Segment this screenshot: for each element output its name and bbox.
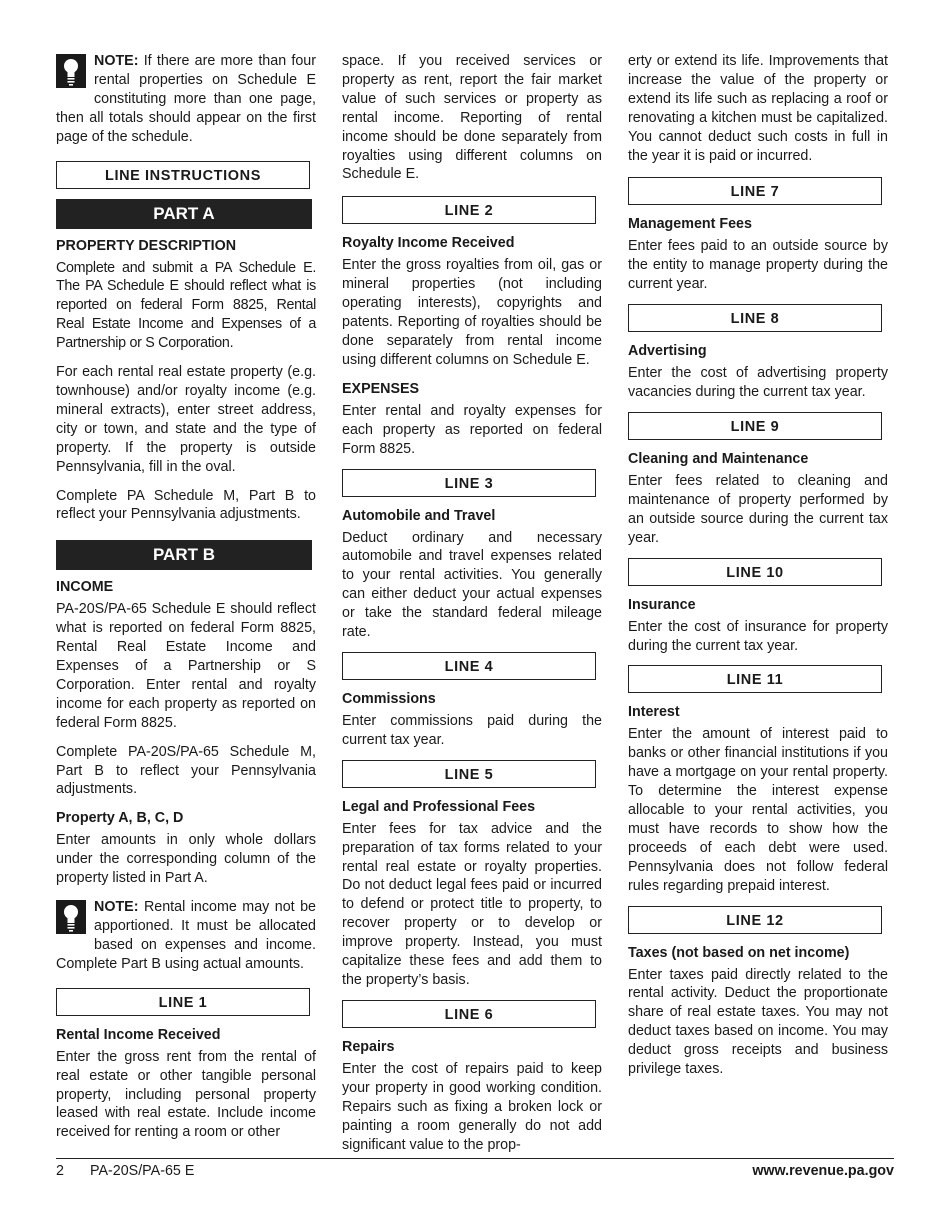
lightbulb-icon	[56, 54, 86, 88]
expenses-heading: EXPENSES	[342, 380, 420, 397]
lightbulb-icon	[56, 900, 86, 934]
line-9-box: LINE 9	[628, 412, 882, 440]
line-4-box: LINE 4	[342, 652, 596, 680]
line-12-text: Enter taxes paid directly related to the rental activity. Deduct the proportionate share of real estate taxes. You may not deduct taxes based on income. You may deduct gross receipts and business privilege taxes.	[628, 966, 888, 1078]
part-a-bar: PART A	[56, 199, 312, 229]
income-p2: Complete PA-20S/PA-65 Schedule M, Part B to reflect your Pennsylvania adjustments.	[56, 743, 316, 798]
line-9-heading: Cleaning and Maintenance	[628, 450, 809, 467]
line-1-heading: Rental Income Received	[56, 1026, 221, 1043]
line-7-box: LINE 7	[628, 177, 882, 205]
line-11-text: Enter the amount of interest paid to banks or other financial institutions if you have a mortgage on your rental property. To determine the interest expense allocable to your rental activities, you must have records to show how the proceeds of each debt were used. Pennsylvania does not follow federal rules regarding prepaid interest.	[628, 726, 888, 894]
property-abcd-text: Enter amounts in only whole dollars under the corresponding column of the property listed in Part A.	[56, 832, 316, 887]
line-10-box: LINE 10	[628, 558, 882, 586]
line-8-box: LINE 8	[628, 304, 882, 332]
line-6-text: Enter the cost of repairs paid to keep your property in good working condition. Repairs such as fixing a broken lock or painting a room generally do not add significant value to the prop-	[342, 1060, 602, 1153]
line-11-heading: Interest	[628, 704, 680, 721]
column-3	[628, 52, 888, 1089]
line-2-box: LINE 2	[342, 196, 596, 224]
line-12-box: LINE 12	[628, 906, 882, 934]
note-label: NOTE:	[94, 53, 139, 69]
note-four-properties	[56, 52, 316, 147]
property-description-heading: PROPERTY DESCRIPTION	[56, 237, 237, 254]
line-3-heading: Automobile and Travel	[342, 507, 496, 524]
note-rental-income	[56, 898, 316, 974]
line-instructions-box: LINE INSTRUCTIONS	[56, 161, 310, 189]
line-5-text: Enter fees for tax advice and the preparation of tax forms related to your rental real estate or royalty properties. Do not deduct legal fees paid or incurred to defend or protect title to property, to recover property or to develop or improve property. Instead, you must capitalize these fees and add them to the property’s basis.	[342, 820, 602, 988]
line-4-heading: Commissions	[342, 690, 436, 707]
line-11-box: LINE 11	[628, 665, 882, 693]
footer-left	[56, 1163, 194, 1179]
column-1	[56, 52, 316, 1152]
note-body: If there are more than four rental properties on Schedule E constituting more than one page, then all totals should appear on the first page of the schedule.	[56, 53, 316, 145]
note-body: Rental income may not be apportioned. It must be allocated based on expenses and income. Complete Part B using actual amounts.	[56, 899, 316, 972]
note-text	[56, 898, 316, 974]
line-2-heading: Royalty Income Received	[342, 235, 515, 252]
expenses-text: Enter rental and royalty expenses for each property as reported on federal Form 8825.	[342, 402, 602, 457]
line-9-text: Enter fees related to cleaning and maintenance of property performed by an outside source during the current tax year.	[628, 472, 888, 546]
line-3-box: LINE 3	[342, 469, 596, 497]
property-description-p2: For each rental real estate property (e.g. townhouse) and/or royalty income (e.g. mineral extracts), enter street address, city or town, and state and the type of property. If the property is outside Pennsylvania, fill in the oval.	[56, 364, 316, 475]
page-number: 2	[56, 1163, 64, 1179]
note-text	[56, 52, 316, 147]
column-2	[342, 52, 602, 1164]
line-8-text: Enter the cost of advertising property vacancies during the current tax year.	[628, 365, 888, 401]
line-12-heading: Taxes (not based on net income)	[628, 944, 850, 961]
line-7-heading: Management Fees	[628, 216, 752, 233]
line-7-text: Enter fees paid to an outside source by the entity to manage property during the current year.	[628, 238, 888, 293]
income-heading: INCOME	[56, 579, 114, 596]
line-8-heading: Advertising	[628, 343, 707, 360]
note-label: NOTE:	[94, 899, 139, 916]
website-link[interactable]: www.revenue.pa.gov	[752, 1163, 894, 1179]
property-description-p3: Complete PA Schedule M, Part B to reflect your Pennsylvania adjustments.	[56, 487, 316, 523]
line-1-continued-text: space. If you received services or property as rent, report the fair market value of such services or property as rental income. Reporting of rental income should be done separately from royalties using different columns on Schedule E.	[342, 53, 602, 183]
line-1-box: LINE 1	[56, 988, 310, 1016]
line-6-heading: Repairs	[342, 1038, 395, 1055]
income-p1: PA-20S/PA-65 Schedule E should reflect what is reported on federal Form 8825, Rental Real Estate Income and Expenses of a Partnership or S Corporation. Enter rental and royalty income for each property as reported on federal Form 8825.	[56, 601, 316, 731]
line-6-continued-text: erty or extend its life. Improvements that increase the value of the property or extend its life such as replacing a roof or renovating a kitchen must be capitalized. You cannot deduct such costs in full in the year it is paid or incurred.	[628, 53, 888, 164]
line-2-text: Enter the gross royalties from oil, gas or mineral properties (not including operating interests), copyrights and patents. Reporting of royalties should be done separately from rental income using different columns on Schedule E.	[342, 257, 602, 368]
line-6-box: LINE 6	[342, 1000, 596, 1028]
line-10-heading: Insurance	[628, 596, 696, 613]
line-4-text: Enter commissions paid during the current tax year.	[342, 712, 602, 748]
line-10-text: Enter the cost of insurance for property during the current tax year.	[628, 618, 888, 654]
property-abcd-heading: Property A, B, C, D	[56, 810, 184, 827]
line-5-box: LINE 5	[342, 760, 596, 788]
line-5-heading: Legal and Professional Fees	[342, 798, 536, 815]
line-3-text: Deduct ordinary and necessary automobile and travel expenses related to your rental activities. You generally can either deduct your actual expenses or take the standard federal mileage rate.	[342, 529, 602, 641]
page-footer	[56, 1158, 894, 1179]
line-1-text: Enter the gross rent from the rental of real estate or other tangible personal property, including personal property leased with real estate. Include income received for renting a room or other	[56, 1048, 316, 1141]
part-b-bar: PART B	[56, 540, 312, 570]
form-name: PA-20S/PA-65 E	[90, 1163, 195, 1179]
property-description-p1: Complete and submit a PA Schedule E. The PA Schedule E should reflect what is reported on federal Form 8825, Rental Real Estate Income and Expenses of a Partnership or S Corporation.	[56, 259, 316, 352]
